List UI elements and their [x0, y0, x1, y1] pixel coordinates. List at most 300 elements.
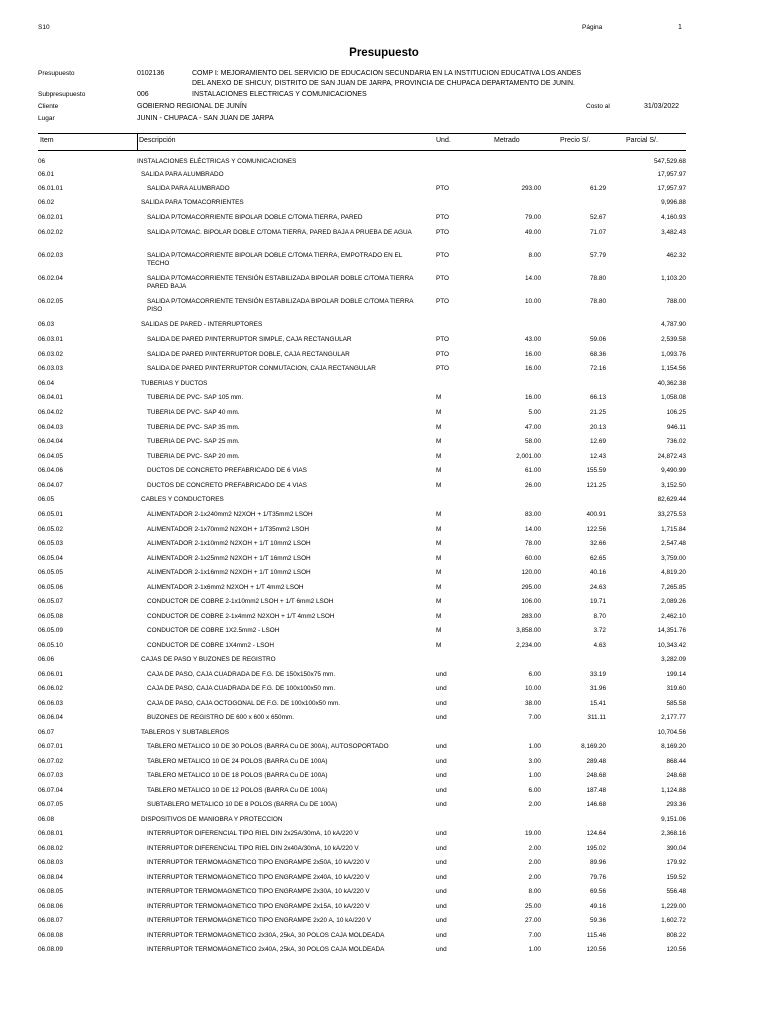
row-parcial: 248.68: [666, 772, 686, 779]
row-description: SUBTABLERO METALICO 10 DE 8 POLOS (BARRA Cu DE 100A): [147, 801, 338, 808]
row-description: INTERRUPTOR DIFERENCIAL TIPO RIEL DIN 2x25A/30mA, 10 kA/220 V: [147, 830, 359, 837]
row-item: 06.06: [38, 656, 54, 663]
row-item: 06.04.02: [38, 409, 63, 416]
row-item: 06.03.03: [38, 365, 63, 372]
row-parcial: 293.36: [666, 801, 686, 808]
row-parcial: 179.92: [666, 859, 686, 866]
row-parcial: 808.22: [666, 932, 686, 939]
row-description: CONDUCTOR DE COBRE 1X2.5mm2 - LSOH: [147, 627, 280, 634]
row-metrado: 6.00: [528, 787, 541, 794]
row-parcial: 2,539.58: [661, 336, 686, 343]
presupuesto-label: Presupuesto: [38, 70, 75, 77]
row-description: TABLERO METALICO 10 DE 24 POLOS (BARRA Cu DE 100A): [147, 758, 328, 765]
row-item: 06.05.05: [38, 569, 63, 576]
row-parcial: 7,265.85: [661, 584, 686, 591]
row-metrado: 49.00: [525, 229, 541, 236]
row-precio: 62.65: [590, 555, 606, 562]
row-unit: PTO: [436, 214, 450, 221]
row-description: INTERRUPTOR TERMOMAGNETICO TIPO ENGRAMPE 2x30A, 10 kA/220 V: [147, 888, 370, 895]
row-precio: 124.64: [586, 830, 606, 837]
row-metrado: 2.00: [528, 859, 541, 866]
row-unit: M: [436, 424, 442, 431]
row-item: 06.04.07: [38, 482, 63, 489]
row-precio: 49.16: [590, 903, 606, 910]
row-precio: 59.36: [590, 917, 606, 924]
row-metrado: 293.00: [521, 185, 541, 192]
row-metrado: 8.00: [528, 888, 541, 895]
row-parcial: 1,103.20: [661, 275, 686, 282]
row-precio: 21.25: [590, 409, 606, 416]
row-unit: M: [436, 540, 442, 547]
row-unit: und: [436, 830, 447, 837]
row-precio: 78.80: [590, 298, 606, 305]
row-item: 06.04.04: [38, 438, 63, 445]
row-precio: 19.71: [590, 598, 606, 605]
row-item: 06.02: [38, 199, 54, 206]
row-unit: und: [436, 903, 447, 910]
row-unit: M: [436, 627, 442, 634]
row-parcial: 319.60: [666, 685, 686, 692]
row-description: SALIDA P/TOMACORRIENTE TENSIÓN ESTABILIZADA BIPOLAR DOBLE C/TOMA TIERRA PISO: [147, 298, 414, 313]
row-unit: M: [436, 555, 442, 562]
row-unit: und: [436, 932, 447, 939]
row-description: CAJAS DE PASO Y BUZONES DE REGISTRO: [141, 656, 276, 663]
row-description: BUZONES DE REGISTRO DE 600 x 600 x 650mm.: [147, 714, 295, 721]
row-parcial: 4,819.20: [661, 569, 686, 576]
row-parcial: 1,715.84: [661, 526, 686, 533]
row-parcial: 8,169.20: [661, 743, 686, 750]
row-description: TUBERIA DE PVC- SAP 25 mm.: [147, 438, 240, 445]
row-metrado: 10.00: [525, 298, 541, 305]
row-description: DUCTOS DE CONCRETO PREFABRICADO DE 6 VIAS: [147, 467, 307, 474]
row-description: TABLERO METALICO 10 DE 18 POLOS (BARRA Cu DE 100A): [147, 772, 328, 779]
row-item: 06.02.04: [38, 275, 63, 282]
row-description: TABLEROS Y SUBTABLEROS: [141, 729, 229, 736]
row-item: 06.07: [38, 729, 54, 736]
row-parcial: 946.11: [666, 424, 686, 431]
row-precio: 32.66: [590, 540, 606, 547]
row-description: SALIDA PARA TOMACORRIENTES: [141, 199, 244, 206]
row-parcial: 17,957.97: [657, 171, 686, 178]
row-description: CAJA DE PASO, CAJA CUADRADA DE F.G. DE 100x100x50 mm.: [147, 685, 336, 692]
row-unit: PTO: [436, 298, 450, 305]
row-item: 06.02.03: [38, 252, 63, 259]
row-description: CABLES Y CONDUCTORES: [141, 496, 224, 503]
row-unit: und: [436, 874, 447, 881]
row-description: SALIDA P/TOMACORRIENTE BIPOLAR DOBLE C/TOMA TIERRA, PARED: [147, 214, 363, 221]
row-unit: und: [436, 787, 447, 794]
row-metrado: 79.00: [525, 214, 541, 221]
row-parcial: 1,154.56: [661, 365, 686, 372]
row-parcial: 1,229.00: [661, 903, 686, 910]
row-precio: 248.68: [586, 772, 606, 779]
row-description: CAJA DE PASO, CAJA OCTOGONAL DE F.G. DE 100x100x50 mm.: [147, 700, 341, 707]
row-description: DUCTOS DE CONCRETO PREFABRICADO DE 4 VIAS: [147, 482, 307, 489]
row-parcial: 390.04: [666, 845, 686, 852]
row-precio: 120.56: [586, 946, 606, 953]
row-unit: und: [436, 685, 447, 692]
row-parcial: 17,957.97: [657, 185, 686, 192]
row-item: 06.07.05: [38, 801, 63, 808]
row-item: 06.04: [38, 380, 54, 387]
row-parcial: 14,351.76: [657, 627, 686, 634]
row-description: TABLERO METALICO 10 DE 30 POLOS (BARRA Cu DE 300A), AUTOSOPORTADO: [147, 743, 389, 750]
row-parcial: 2,368.16: [661, 830, 686, 837]
row-precio: 31.96: [590, 685, 606, 692]
cliente-value: GOBIERNO REGIONAL DE JUNÍN: [137, 103, 247, 110]
row-metrado: 2,234.00: [516, 642, 541, 649]
row-item: 06.07.03: [38, 772, 63, 779]
row-precio: 57.79: [590, 252, 606, 259]
row-description: CAJA DE PASO, CAJA CUADRADA DE F.G. DE 150x150x75 mm.: [147, 671, 336, 678]
row-item: 06.05.09: [38, 627, 63, 634]
row-unit: PTO: [436, 351, 450, 358]
row-metrado: 106.00: [521, 598, 541, 605]
row-parcial: 3,482.43: [661, 229, 686, 236]
row-description: SALIDA P/TOMAC. BIPOLAR DOBLE C/TOMA TIERRA, PARED BAJA A PRUEBA DE AGUA: [147, 229, 412, 236]
row-description: INTERRUPTOR TERMOMAGNETICO TIPO ENGRAMPE 2x15A, 10 kA/220 V: [147, 903, 370, 910]
row-description: INSTALACIONES ELÉCTRICAS Y COMUNICACIONES: [137, 158, 297, 165]
row-item: 06.05.04: [38, 555, 63, 562]
row-parcial: 868.44: [666, 758, 686, 765]
row-unit: PTO: [436, 185, 450, 192]
row-description: INTERRUPTOR TERMOMAGNETICO 2x40A, 25kA, 30 POLOS CAJA MOLDEADA: [147, 946, 385, 953]
row-precio: 12.43: [590, 453, 606, 460]
row-unit: und: [436, 700, 447, 707]
page-number: 1: [678, 24, 682, 31]
row-metrado: 10.00: [525, 685, 541, 692]
row-parcial: 2,089.26: [661, 598, 686, 605]
row-description: TUBERIA DE PVC- SAP 40 mm.: [147, 409, 240, 416]
page-title: Presupuesto: [349, 47, 419, 59]
row-precio: 52.67: [590, 214, 606, 221]
header-parcial: Parcial S/.: [626, 137, 658, 144]
row-unit: M: [436, 438, 442, 445]
row-precio: 33.19: [590, 671, 606, 678]
row-description: DISPOSITIVOS DE MANIOBRA Y PROTECCION: [141, 816, 283, 823]
row-item: 06.06.02: [38, 685, 63, 692]
row-description: SALIDA P/TOMACORRIENTE BIPOLAR DOBLE C/TOMA TIERRA, EMPOTRADO EN EL TECHO: [147, 252, 403, 267]
page-label: Página: [582, 24, 603, 31]
row-precio: 8.70: [593, 613, 606, 620]
row-metrado: 43.00: [525, 336, 541, 343]
row-precio: 61.29: [590, 185, 606, 192]
row-precio: 40.16: [590, 569, 606, 576]
row-metrado: 58.00: [525, 438, 541, 445]
row-unit: PTO: [436, 365, 450, 372]
row-description: INTERRUPTOR TERMOMAGNETICO TIPO ENGRAMPE 2x50A, 10 kA/220 V: [147, 859, 370, 866]
row-parcial: 736.02: [666, 438, 686, 445]
row-metrado: 7.00: [528, 932, 541, 939]
row-description: INTERRUPTOR TERMOMAGNETICO TIPO ENGRAMPE 2x40A, 10 kA/220 V: [147, 874, 370, 881]
row-item: 06.08.04: [38, 874, 63, 881]
row-precio: 68.36: [590, 351, 606, 358]
row-item: 06.08: [38, 816, 54, 823]
row-item: 06.05: [38, 496, 54, 503]
row-item: 06.08.02: [38, 845, 63, 852]
row-item: 06.07.01: [38, 743, 63, 750]
row-description: SALIDA PARA ALUMBRADO: [141, 171, 224, 178]
row-unit: M: [436, 409, 442, 416]
row-parcial: 4,160.93: [661, 214, 686, 221]
row-metrado: 8.00: [528, 252, 541, 259]
row-unit: und: [436, 801, 447, 808]
header-item: Item: [40, 137, 54, 144]
row-description: INTERRUPTOR TERMOMAGNETICO 2x30A, 25kA, 30 POLOS CAJA MOLDEADA: [147, 932, 385, 939]
row-item: 06.05.01: [38, 511, 63, 518]
presupuesto-desc-1: COMP I: MEJORAMIENTO DEL SERVICIO DE EDUCACION SECUNDARIA EN LA INSTITUCION EDUCATIVA LOS ANDES: [192, 70, 582, 77]
row-unit: M: [436, 394, 442, 401]
row-item: 06.08.08: [38, 932, 63, 939]
row-parcial: 199.14: [666, 671, 686, 678]
row-description: INTERRUPTOR TERMOMAGNETICO TIPO ENGRAMPE 2x20 A, 10 kA/220 V: [147, 917, 372, 924]
row-item: 06.03: [38, 321, 54, 328]
row-unit: und: [436, 917, 447, 924]
row-precio: 400.91: [586, 511, 606, 518]
lugar-value: JUNIN - CHUPACA - SAN JUAN DE JARPA: [137, 115, 274, 122]
row-item: 06.04.01: [38, 394, 63, 401]
row-unit: und: [436, 888, 447, 895]
row-description: ALIMENTADOR 2-1x70mm2 N2XOH + 1/T35mm2 LSOH: [147, 526, 309, 533]
row-parcial: 10,343.42: [657, 642, 686, 649]
row-precio: 89.96: [590, 859, 606, 866]
row-metrado: 27.00: [525, 917, 541, 924]
row-parcial: 1,124.88: [661, 787, 686, 794]
row-metrado: 16.00: [525, 365, 541, 372]
row-parcial: 2,462.10: [661, 613, 686, 620]
row-description: ALIMENTADOR 2-1x25mm2 N2XOH + 1/T 16mm2 LSOH: [147, 555, 311, 562]
header-und: Und.: [436, 137, 451, 144]
row-precio: 79.76: [590, 874, 606, 881]
row-unit: M: [436, 467, 442, 474]
row-parcial: 4,787.90: [661, 321, 686, 328]
row-precio: 66.13: [590, 394, 606, 401]
row-precio: 8,169.20: [581, 743, 606, 750]
row-unit: und: [436, 859, 447, 866]
row-parcial: 556.48: [666, 888, 686, 895]
row-item: 06.05.07: [38, 598, 63, 605]
header-desc: Descripción: [139, 137, 176, 144]
row-item: 06.02.02: [38, 229, 63, 236]
row-metrado: 120.00: [521, 569, 541, 576]
row-unit: M: [436, 584, 442, 591]
row-precio: 71.07: [590, 229, 606, 236]
row-metrado: 6.00: [528, 671, 541, 678]
row-item: 06.07.02: [38, 758, 63, 765]
row-parcial: 585.58: [666, 700, 686, 707]
subpresupuesto-label: Subpresupuesto: [38, 91, 86, 98]
row-metrado: 60.00: [525, 555, 541, 562]
row-item: 06.03.01: [38, 336, 63, 343]
row-item: 06.05.06: [38, 584, 63, 591]
lugar-label: Lugar: [38, 115, 55, 122]
row-description: SALIDA P/TOMACORRIENTE TENSIÓN ESTABILIZADA BIPOLAR DOBLE C/TOMA TIERRA PARED BAJA: [147, 275, 414, 290]
row-precio: 311.11: [587, 714, 606, 721]
row-metrado: 25.00: [525, 903, 541, 910]
row-item: 06.06.04: [38, 714, 63, 721]
row-unit: M: [436, 598, 442, 605]
row-parcial: 3,759.00: [661, 555, 686, 562]
row-unit: M: [436, 642, 442, 649]
row-parcial: 9,490.99: [661, 467, 686, 474]
row-unit: und: [436, 743, 447, 750]
row-precio: 121.25: [586, 482, 606, 489]
row-item: 06.08.03: [38, 859, 63, 866]
row-description: TUBERIAS Y DUCTOS: [141, 380, 208, 387]
row-description: TABLERO METALICO 10 DE 12 POLOS (BARRA Cu DE 100A): [147, 787, 328, 794]
row-metrado: 2.00: [528, 845, 541, 852]
row-precio: 78.80: [590, 275, 606, 282]
row-precio: 69.56: [590, 888, 606, 895]
row-metrado: 1.00: [528, 743, 541, 750]
row-precio: 146.68: [586, 801, 606, 808]
row-parcial: 9,151.06: [661, 816, 686, 823]
row-metrado: 283.00: [521, 613, 541, 620]
row-metrado: 14.00: [525, 275, 541, 282]
row-metrado: 3,858.00: [516, 627, 541, 634]
row-precio: 24.63: [590, 584, 606, 591]
row-unit: M: [436, 482, 442, 489]
row-precio: 59.06: [590, 336, 606, 343]
row-metrado: 38.00: [525, 700, 541, 707]
row-description: TUBERIA DE PVC- SAP 35 mm.: [147, 424, 240, 431]
row-unit: PTO: [436, 229, 450, 236]
row-description: ALIMENTADOR 2-1x16mm2 N2XOH + 1/T 10mm2 LSOH: [147, 569, 311, 576]
row-description: CONDUCTOR DE COBRE 2-1x10mm2 LSOH + 1/T 6mm2 LSOH: [147, 598, 334, 605]
row-precio: 122.56: [586, 526, 606, 533]
row-unit: und: [436, 714, 447, 721]
row-parcial: 462.32: [666, 252, 686, 259]
row-metrado: 3.00: [528, 758, 541, 765]
table-header: [38, 133, 686, 151]
row-unit: PTO: [436, 252, 450, 259]
row-metrado: 16.00: [525, 394, 541, 401]
row-item: 06.02.01: [38, 214, 63, 221]
row-unit: und: [436, 758, 447, 765]
row-parcial: 547,529.68: [654, 158, 686, 165]
row-parcial: 9,996.88: [661, 199, 686, 206]
row-precio: 3.72: [593, 627, 606, 634]
row-parcial: 2,177.77: [661, 714, 686, 721]
row-unit: PTO: [436, 336, 450, 343]
row-parcial: 24,872.43: [657, 453, 686, 460]
row-metrado: 47.00: [525, 424, 541, 431]
row-metrado: 295.00: [521, 584, 541, 591]
row-description: SALIDAS DE PARED - INTERRUPTORES: [141, 321, 263, 328]
row-metrado: 2.00: [528, 801, 541, 808]
row-metrado: 78.00: [525, 540, 541, 547]
row-metrado: 5.00: [528, 409, 541, 416]
row-parcial: 10,704.56: [657, 729, 686, 736]
row-description: SALIDA DE PARED P/INTERRUPTOR DOBLE, CAJA RECTANGULAR: [147, 351, 350, 358]
cliente-label: Cliente: [38, 103, 59, 110]
row-metrado: 7.00: [528, 714, 541, 721]
row-metrado: 83.00: [525, 511, 541, 518]
presupuesto-code: 0102136: [137, 70, 165, 77]
row-unit: und: [436, 671, 447, 678]
row-metrado: 26.00: [525, 482, 541, 489]
row-unit: M: [436, 511, 442, 518]
row-item: 06.04.06: [38, 467, 63, 474]
row-precio: 4.63: [593, 642, 606, 649]
row-metrado: 1.00: [528, 946, 541, 953]
row-item: 06.08.05: [38, 888, 63, 895]
row-precio: 187.48: [586, 787, 606, 794]
row-unit: M: [436, 453, 442, 460]
row-item: 06.08.07: [38, 917, 63, 924]
row-item: 06.05.08: [38, 613, 63, 620]
row-description: SALIDA PARA ALUMBRADO: [147, 185, 230, 192]
row-unit: PTO: [436, 275, 450, 282]
row-metrado: 14.00: [525, 526, 541, 533]
row-description: SALIDA DE PARED P/INTERRUPTOR SIMPLE, CAJA RECTANGULAR: [147, 336, 352, 343]
row-description: ALIMENTADOR 2-1x6mm2 N2XOH + 1/T 4mm2 LSOH: [147, 584, 304, 591]
row-parcial: 1,602.72: [661, 917, 686, 924]
row-item: 06.07.04: [38, 787, 63, 794]
row-parcial: 106.25: [666, 409, 686, 416]
report-code: S10: [38, 24, 50, 31]
row-description: ALIMENTADOR 2-1x10mm2 N2XOH + 1/T 10mm2 LSOH: [147, 540, 311, 547]
row-parcial: 40,362.38: [657, 380, 686, 387]
row-unit: M: [436, 569, 442, 576]
row-description: CONDUCTOR DE COBRE 2-1x4mm2 N2XOH + 1/T 4mm2 LSOH: [147, 613, 335, 620]
row-precio: 12.69: [590, 438, 606, 445]
row-description: ALIMENTADOR 2-1x240mm2 N2XOH + 1/T35mm2 LSOH: [147, 511, 313, 518]
row-item: 06.01.01: [38, 185, 63, 192]
row-item: 06.04.03: [38, 424, 63, 431]
header-metrado: Metrado: [494, 137, 520, 144]
row-precio: 15.41: [590, 700, 606, 707]
row-description: CONDUCTOR DE COBRE 1X4mm2 - LSOH: [147, 642, 275, 649]
row-item: 06.03.02: [38, 351, 63, 358]
row-item: 06.05.02: [38, 526, 63, 533]
row-metrado: 16.00: [525, 351, 541, 358]
row-parcial: 120.56: [666, 946, 686, 953]
costo-label: Costo al: [586, 103, 610, 110]
row-precio: 195.02: [586, 845, 606, 852]
row-precio: 289.48: [586, 758, 606, 765]
row-item: 06.08.09: [38, 946, 63, 953]
row-parcial: 1,093.76: [661, 351, 686, 358]
row-precio: 20.13: [590, 424, 606, 431]
row-metrado: 2.00: [528, 874, 541, 881]
row-description: SALIDA DE PARED P/INTERRUPTOR CONMUTACION, CAJA RECTANGULAR: [147, 365, 376, 372]
row-item: 06.05.03: [38, 540, 63, 547]
row-item: 06.08.06: [38, 903, 63, 910]
row-metrado: 2,001.00: [516, 453, 541, 460]
row-unit: M: [436, 613, 442, 620]
row-unit: und: [436, 772, 447, 779]
row-description: INTERRUPTOR DIFERENCIAL TIPO RIEL DIN 2x40A/30mA, 10 kA/220 V: [147, 845, 359, 852]
row-parcial: 3,152.50: [661, 482, 686, 489]
row-unit: und: [436, 946, 447, 953]
row-metrado: 1.00: [528, 772, 541, 779]
row-parcial: 82,629.44: [657, 496, 686, 503]
row-item: 06.06.03: [38, 700, 63, 707]
row-item: 06.06.01: [38, 671, 63, 678]
subpresupuesto-code: 006: [137, 91, 149, 98]
row-unit: M: [436, 526, 442, 533]
row-item: 06.08.01: [38, 830, 63, 837]
row-parcial: 1,058.08: [661, 394, 686, 401]
header-precio: Precio S/.: [560, 137, 591, 144]
row-precio: 72.16: [590, 365, 606, 372]
row-item: 06.01: [38, 171, 54, 178]
row-item: 06.04.05: [38, 453, 63, 460]
row-item: 06.05.10: [38, 642, 63, 649]
presupuesto-desc-2: DEL ANEXO DE SHICUY, DISTRITO DE SAN JUAN DE JARPA, PROVINCIA DE CHUPACA DEPARTAMENTO DE JUNIN.: [192, 80, 576, 87]
row-parcial: 33,275.53: [657, 511, 686, 518]
